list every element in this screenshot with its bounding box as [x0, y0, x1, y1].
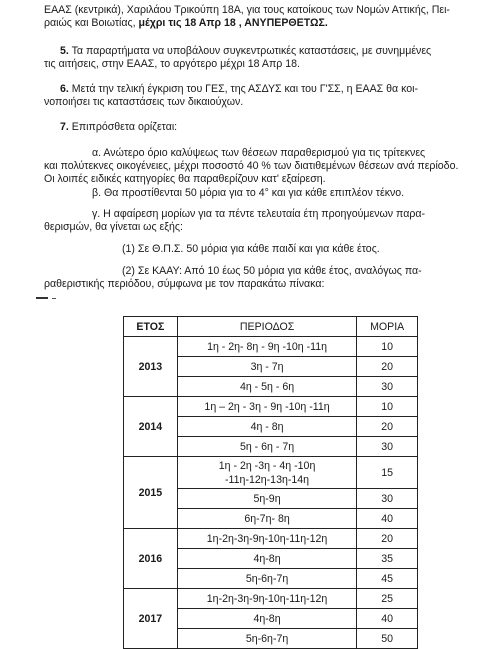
table-row [124, 457, 418, 489]
text-span: β. Θα προστίθενται 50 μόρια για το 4° και για κάθε επιπλέον τέκνο. [92, 187, 405, 199]
text-span: ΕΑΑΣ (κεντρικά), Χαριλάου Τρικούπη 18Α, για τους κατοίκους των Νομών Αττικής, Πει- [44, 4, 450, 16]
header-year: ΕΤΟΣ [124, 317, 178, 337]
text-span: (1) Σε Θ.Π.Σ. 50 μόρια για κάθε παιδί και για κάθε έτος. [122, 243, 380, 255]
text-line [122, 265, 422, 278]
points-cell: 25 [357, 589, 418, 609]
period-cell: 4η - 5η - 6η [177, 377, 357, 397]
text-span: ραθεριστικής περιόδου, σύμφωνα με τον παρακάτω πίνακα: [44, 278, 325, 290]
period-cell: 5η-6η-7η [177, 569, 357, 589]
period-cell: 5η - 6η - 7η [177, 437, 357, 457]
scan-mark [52, 298, 56, 299]
text-line [44, 278, 324, 291]
scan-mark [36, 297, 48, 299]
bold-text: 5. [60, 45, 69, 57]
text-line [44, 221, 183, 234]
points-cell: 10 [357, 337, 418, 357]
text-span: τις αιτήσεις, στην ΕΑΑΣ, το αργότερο μέχρι 18 Απρ 18. [44, 58, 300, 70]
text-span: α. Ανώτερο όριο καλύψεως των θέσεων παραθερισμού για τις τρίτεκνες [92, 147, 426, 159]
text-line [44, 58, 300, 71]
year-cell: 2013 [124, 337, 178, 397]
text-span: γ. Η αφαίρεση μορίων για τα πέντε τελευταία έτη προηγούμενων παρα- [92, 208, 425, 220]
text-span: Οι λοιπές ειδικές κατηγορίες θα παραθερίζουν κατ' εξαίρεση. [44, 173, 326, 185]
table-row [124, 589, 418, 609]
period-cell: 1η – 2η - 3η - 9η -10η -11η [177, 397, 357, 417]
text-line [44, 17, 328, 30]
header-points: ΜΟΡΙΑ [357, 317, 418, 337]
table-row [124, 397, 418, 417]
text-span: θερισμών, θα γίνεται ως εξής: [44, 221, 183, 233]
year-cell: 2017 [124, 589, 178, 649]
bold-text: 6. [60, 83, 69, 95]
text-line [60, 45, 431, 58]
points-cell: 20 [357, 417, 418, 437]
period-cell: 4η-8η [177, 609, 357, 629]
text-span: ραιώς και Βοιωτίας, [44, 17, 139, 29]
year-cell: 2016 [124, 529, 178, 589]
period-cell: 6η-7η- 8η [177, 509, 357, 529]
points-cell: 30 [357, 489, 418, 509]
text-line [60, 83, 418, 96]
table-row [124, 529, 418, 549]
text-line [44, 4, 450, 17]
table-row [124, 337, 418, 357]
points-cell: 30 [357, 377, 418, 397]
points-cell: 40 [357, 509, 418, 529]
period-cell: 5η-6η-7η [177, 629, 357, 649]
header-period: ΠΕΡΙΟΔΟΣ [177, 317, 357, 337]
bold-text: 7. [60, 121, 69, 133]
text-line [44, 96, 243, 109]
points-table [123, 316, 418, 649]
points-cell: 15 [357, 457, 418, 489]
text-span: Επιπρόσθετα ορίζεται: [68, 121, 178, 133]
points-cell: 35 [357, 549, 418, 569]
text-line [60, 121, 177, 134]
text-line [44, 160, 458, 173]
year-cell: 2015 [124, 457, 178, 529]
text-line [92, 147, 425, 160]
text-line [122, 243, 380, 256]
period-cell: 4η-8η [177, 549, 357, 569]
period-cell: 1η - 2η- 8η - 9η -10η -11η [177, 337, 357, 357]
points-cell: 10 [357, 397, 418, 417]
text-span: Μετά την τελική έγκριση του ΓΕΣ, της ΑΣΔΥΣ και του Γ'ΣΣ, η ΕΑΑΣ θα κοι- [68, 83, 419, 95]
text-span: νοποιήσει τις καταστάσεις των δικαιούχων. [44, 96, 244, 108]
points-cell: 50 [357, 629, 418, 649]
text-line [92, 187, 404, 200]
period-cell: 1η-2η-3η-9η-10η-11η-12η [177, 529, 357, 549]
table-body [124, 337, 418, 649]
points-cell: 20 [357, 357, 418, 377]
bold-text: μέχρι τις 18 Απρ 18 , ΑΝΥΠΕΡΘΕΤΩΣ. [138, 17, 328, 29]
period-cell: 1η-2η-3η-9η-10η-11η-12η [177, 589, 357, 609]
year-cell: 2014 [124, 397, 178, 457]
points-cell: 30 [357, 437, 418, 457]
points-cell: 20 [357, 529, 418, 549]
period-cell: 5η-9η [177, 489, 357, 509]
text-span: και πολύτεκνες οικογένειες, μέχρι ποσοστό 40 % των διατιθεμένων θέσεων ανά περίοδο. [44, 160, 459, 172]
points-cell: 45 [357, 569, 418, 589]
period-cell: 1η - 2η -3η - 4η -10η -11η-12η-13η-14η [177, 457, 357, 489]
points-cell: 40 [357, 609, 418, 629]
text-span: Τα παραρτήματα να υποβάλουν συγκεντρωτικές καταστάσεις, με συνημμένες [68, 45, 432, 57]
text-span: (2) Σε ΚΑΑΥ: Από 10 έως 50 μόρια για κάθε έτος, αναλόγως πα- [122, 265, 422, 277]
period-cell: 4η - 8η [177, 417, 357, 437]
text-line [44, 173, 326, 186]
period-cell: 3η - 7η [177, 357, 357, 377]
text-line [92, 208, 425, 221]
table-header-row [124, 317, 418, 337]
